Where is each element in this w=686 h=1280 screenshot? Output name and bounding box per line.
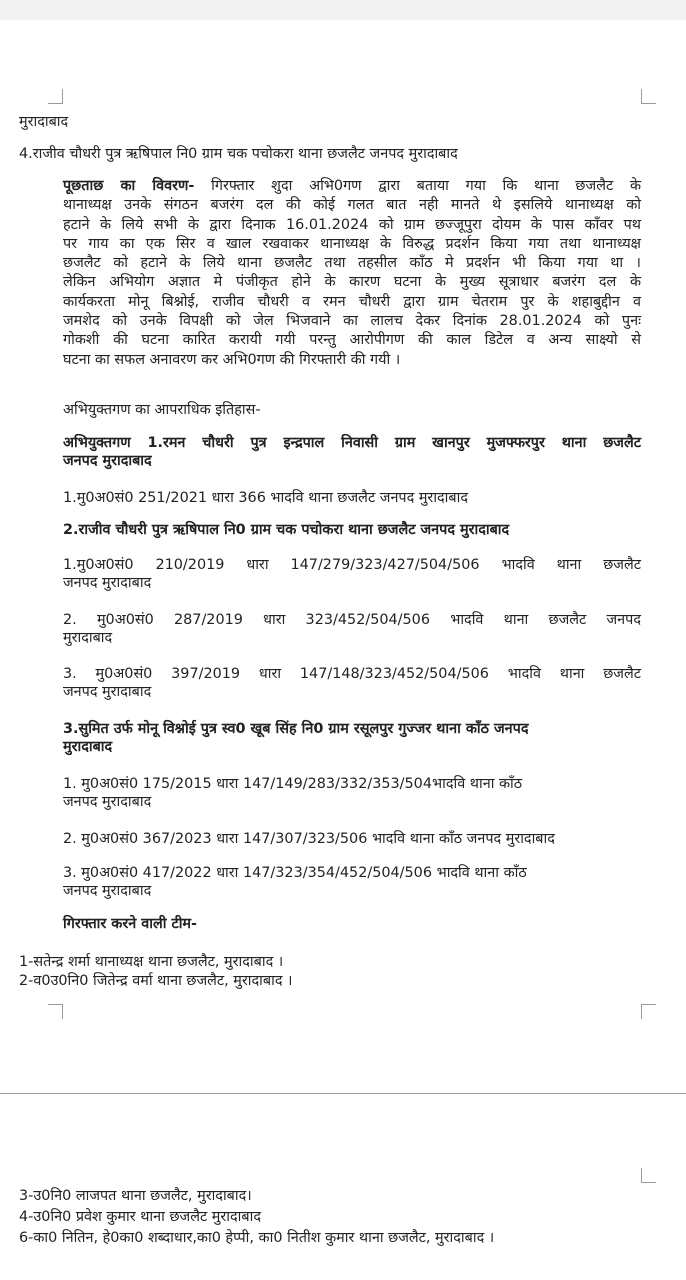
page-separator xyxy=(0,1093,686,1094)
accused-2-case-3-line-1: 3. मु0अ0सं0 397/2019 धारा 147/148/323/452/504/506 भादवि थाना छजलैट xyxy=(63,666,641,682)
crop-mark-bottom-left xyxy=(48,1004,63,1019)
accused-2-case-1 xyxy=(63,556,641,592)
accused-3-heading-line-2: मुरादाबाद xyxy=(63,739,113,755)
interrogation-line-1 xyxy=(63,177,641,196)
accused-1-heading-line-2: जनपद मुरादाबाद xyxy=(63,453,152,469)
crop-mark-top-right xyxy=(641,89,656,104)
team-member-4: 4-उ0नि0 प्रवेश कुमार थाना छजलैट मुरादाबाद xyxy=(19,1209,261,1225)
accused-2-case-3 xyxy=(63,665,641,701)
interrogation-label: पूछताछ का विवरण- xyxy=(63,178,195,194)
accused-2-case-2 xyxy=(63,611,641,647)
interrogation-line-2: थानाध्यक्ष उनके संगठन बजरंग दल की कोई गलत बात नही मानते थे इसलिये थानाध्यक्ष को xyxy=(63,197,641,214)
interrogation-line-3: हटाने के लिये सभी के द्वारा दिनाक 16.01.2024 को ग्राम छज्जूपुरा दोयम के पास काँवर पथ xyxy=(63,216,641,233)
accused-1-case-1: 1.मु0अ0सं0 251/2021 धारा 366 भादवि थाना छजलैट जनपद मुरादाबाद xyxy=(63,490,468,506)
accused-1-heading xyxy=(63,434,641,470)
crop-mark-top-left xyxy=(48,89,63,104)
accused-3-case-3-line-2: जनपद मुरादाबाद xyxy=(63,883,152,899)
team-member-3: 3-उ0नि0 लाजपत थाना छजलैट, मुरादाबाद। xyxy=(19,1188,252,1204)
top-bar xyxy=(0,0,686,20)
crop-mark-page2-top-right xyxy=(641,1168,656,1183)
accused-3-heading-line-1: 3.सुमित उर्फ मोनू विश्नोई पुत्र स्व0 खूब सिंह नि0 ग्राम रसूलपुर गुज्जर थाना काँठ जनपद xyxy=(63,721,529,737)
accused-2-case-1-line-2: जनपद मुरादाबाद xyxy=(63,575,152,591)
interrogation-line-6: लेकिन अभियोग अज्ञात मे पंजीकृत होने के कारण घटना के मुख्य सूत्राधार बजरंग दल के xyxy=(63,274,641,291)
accused-2-case-2-line-1: 2. मु0अ0सं0 287/2019 धारा 323/452/504/506 भादवि थाना छजलैट जनपद xyxy=(63,612,641,628)
interrogation-line-9: गोकशी की घटना कारित करायी गयी परन्तु आरोपीगण की काल डिटेल व अन्य साक्ष्यो से xyxy=(63,332,641,349)
accused-4-line: 4.राजीव चौधरी पुत्र ऋषिपाल नि0 ग्राम चक पचोकरा थाना छजलैट जनपद मुरादाबाद xyxy=(19,146,458,162)
arrest-team-title: गिरफ्तार करने वाली टीम- xyxy=(63,916,198,932)
accused-3-case-1-line-1: 1. मु0अ0सं0 175/2015 धारा 147/149/283/332/353/504भादवि थाना काँठ xyxy=(63,776,523,792)
team-member-1: 1-सतेन्द्र शर्मा थानाध्यक्ष थाना छजलैट, मुरादाबाद । xyxy=(19,954,284,970)
interrogation-line-5: छजलैट को हटाने के लिये थाना छजलैट तथा तहसील काँठ मे प्रदर्शन भी किया गया था । xyxy=(63,255,641,272)
accused-3-case-2: 2. मु0अ0सं0 367/2023 धारा 147/307/323/506 भादवि थाना काँठ जनपद मुरादाबाद xyxy=(63,831,555,847)
interrogation-line-10: घटना का सफल अनावरण कर अभि0गण की गिरफ्तारी की गयी । xyxy=(63,351,401,368)
team-member-6: 6-का0 नितिन, हे0का0 शब्दाधार,का0 हेप्पी, का0 नितीश कुमार थाना छजलैट, मुरादाबाद । xyxy=(19,1230,495,1246)
interrogation-paragraph xyxy=(63,177,641,370)
interrogation-line-7: कार्यकरता मोनू बिश्नोई, राजीव चौधरी व रमन चौधरी द्वारा ग्राम चेतराम पुर के शहाबुद्दीन व xyxy=(63,293,641,310)
accused-1-heading-line-1: अभियुक्तगण 1.रमन चौधरी पुत्र इन्द्रपाल निवासी ग्राम खानपुर मुजफ्फरपुर थाना छजलैट xyxy=(63,435,641,451)
interrogation-line-8: जमशेद को उनके विपक्षी को जेल भिजवाने का लालच देकर दिनांक 28.01.2024 को पुनः xyxy=(63,313,641,330)
accused-3-case-1-line-2: जनपद मुरादाबाद xyxy=(63,794,152,810)
accused-3-case-1 xyxy=(63,775,641,811)
accused-2-heading: 2.राजीव चौधरी पुत्र ऋषिपाल नि0 ग्राम चक पचोकरा थाना छजलैट जनपद मुरादाबाद xyxy=(63,522,510,538)
interrogation-line-4: पर गाय का एक सिर व खाल रखवाकर थानाध्यक्ष के विरुद्ध प्रदर्शन किया गया तथा थानाध्यक्ष xyxy=(63,235,641,252)
criminal-history-title: अभियुक्तगण का आपराधिक इतिहास- xyxy=(63,402,261,418)
crop-mark-bottom-right xyxy=(641,1004,656,1019)
team-member-2: 2-व0उ0नि0 जितेन्द्र वर्मा थाना छजलैट, मुरादाबाद । xyxy=(19,973,293,989)
accused-2-case-1-line-1: 1.मु0अ0सं0 210/2019 धारा 147/279/323/427/504/506 भादवि थाना छजलैट xyxy=(63,557,641,573)
accused-3-heading xyxy=(63,720,641,756)
accused-2-case-2-line-2: मुरादाबाद xyxy=(63,630,113,646)
accused-2-case-3-line-2: जनपद मुरादाबाद xyxy=(63,684,152,700)
page-header-city: मुरादाबाद xyxy=(19,114,69,130)
accused-3-case-3-line-1: 3. मु0अ0सं0 417/2022 धारा 147/323/354/452/504/506 भादवि थाना काँठ xyxy=(63,865,527,881)
interrogation-line-1-text: गिरफ्तार शुदा अभि0गण द्वारा बताया गया कि थाना छजलैट के xyxy=(211,178,641,194)
accused-3-case-3 xyxy=(63,864,641,900)
